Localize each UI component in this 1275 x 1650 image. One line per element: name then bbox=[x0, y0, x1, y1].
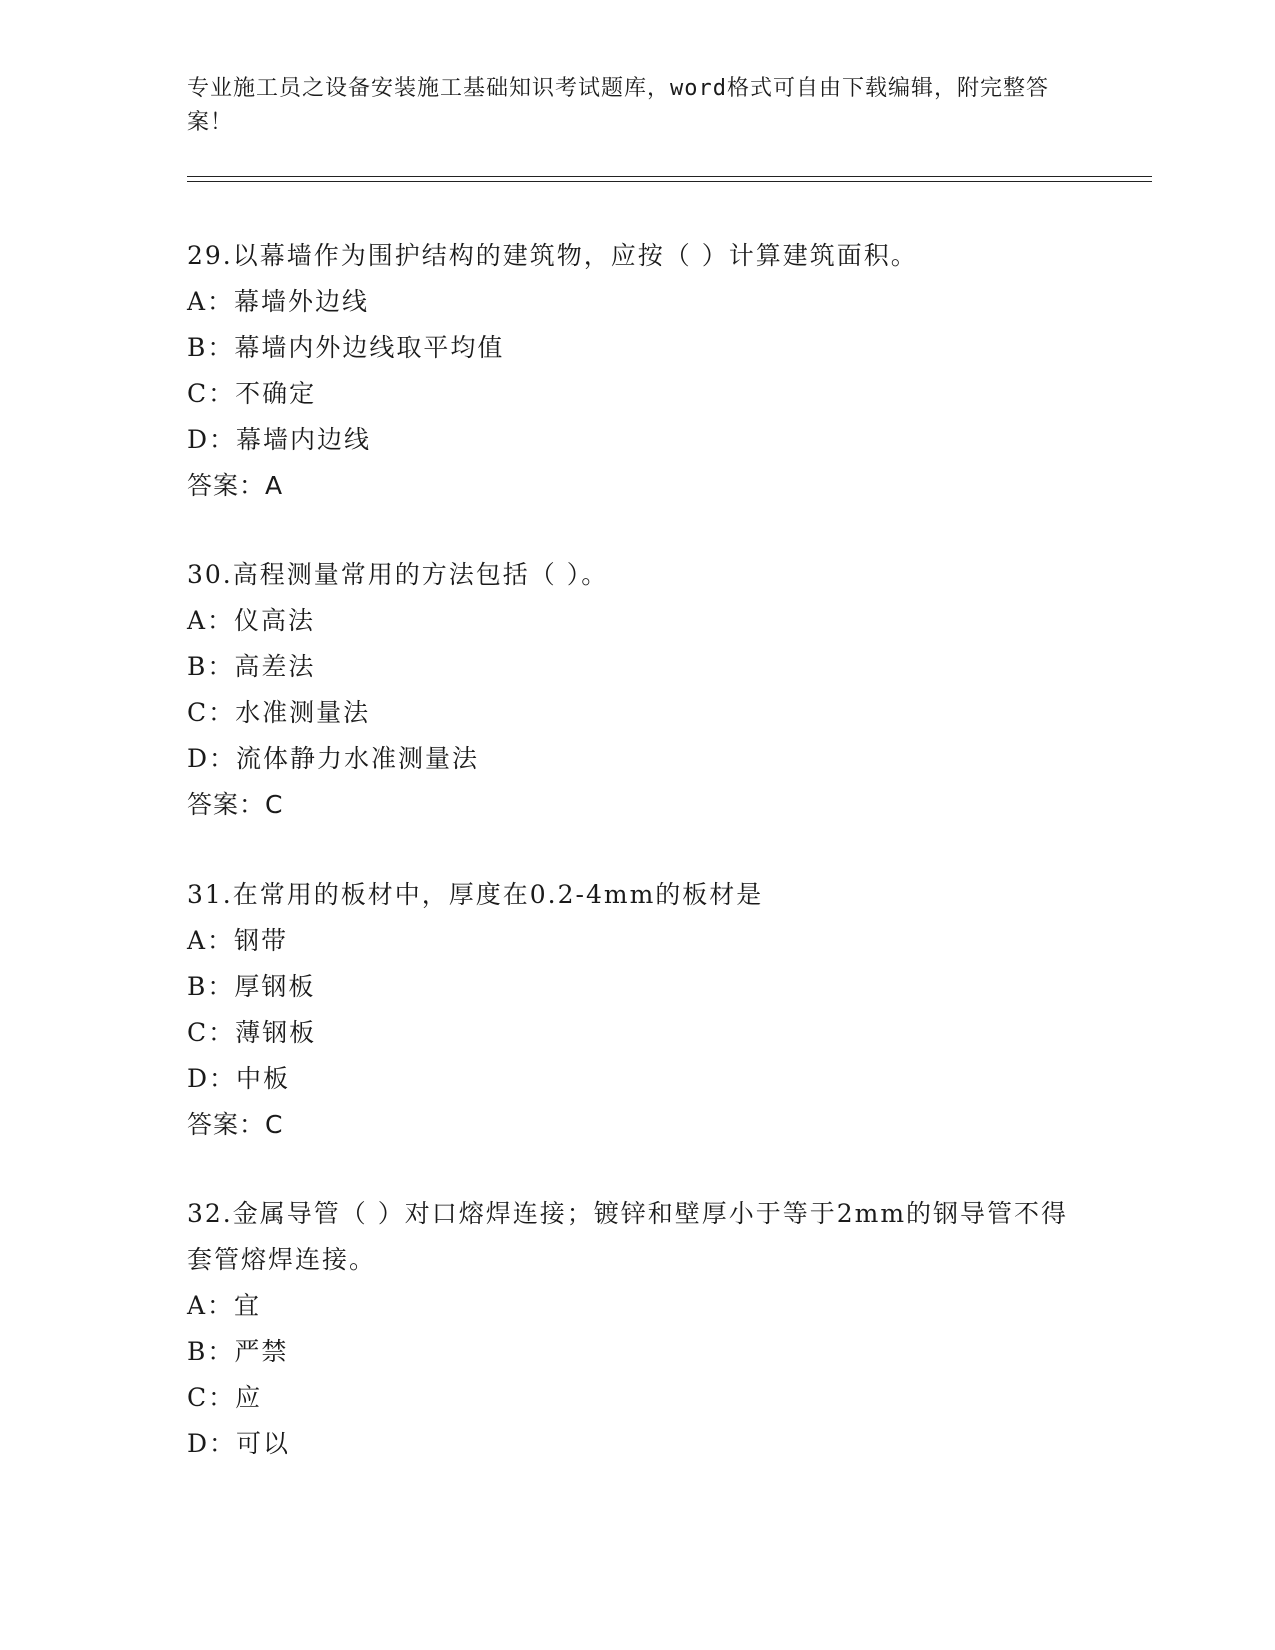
option-b: B：严禁 bbox=[187, 1337, 289, 1366]
question-31 bbox=[187, 872, 1087, 1148]
option-a: A：仪高法 bbox=[187, 606, 316, 635]
option-d: D：中板 bbox=[187, 1064, 291, 1093]
answer: 答案：A bbox=[187, 471, 284, 500]
header-divider-top bbox=[187, 176, 1152, 177]
option-c: C：不确定 bbox=[187, 379, 317, 408]
option-b: B：厚钢板 bbox=[187, 972, 316, 1001]
document-header: 专业施工员之设备安装施工基础知识考试题库，word格式可自由下载编辑，附完整答案！ bbox=[187, 76, 1049, 135]
header-divider-bottom bbox=[187, 181, 1152, 182]
option-d: D：幕墙内边线 bbox=[187, 425, 372, 454]
option-a: A：幕墙外边线 bbox=[187, 287, 370, 316]
option-a: A：宜 bbox=[187, 1291, 262, 1320]
question-29 bbox=[187, 233, 1087, 509]
question-title: 32.金属导管（ ）对口熔焊连接；镀锌和壁厚小于等于2mm的钢导管不得套管熔焊连接。 bbox=[187, 1199, 1069, 1274]
question-32 bbox=[187, 1191, 1087, 1467]
option-c: C：薄钢板 bbox=[187, 1018, 317, 1047]
option-a: A：钢带 bbox=[187, 926, 289, 955]
question-title: 29.以幕墙作为围护结构的建筑物，应按（ ）计算建筑面积。 bbox=[187, 241, 918, 270]
option-d: D：可以 bbox=[187, 1429, 291, 1458]
option-b: B：高差法 bbox=[187, 652, 316, 681]
answer: 答案：C bbox=[187, 790, 284, 819]
question-30 bbox=[187, 552, 1087, 828]
option-d: D：流体静力水准测量法 bbox=[187, 744, 480, 773]
option-c: C：水准测量法 bbox=[187, 698, 371, 727]
question-title: 31.在常用的板材中，厚度在0.2-4mm的板材是 bbox=[187, 880, 764, 909]
option-b: B：幕墙内外边线取平均值 bbox=[187, 333, 505, 362]
question-title: 30.高程测量常用的方法包括（ ）。 bbox=[187, 560, 609, 589]
option-c: C：应 bbox=[187, 1383, 263, 1412]
answer: 答案：C bbox=[187, 1110, 284, 1139]
